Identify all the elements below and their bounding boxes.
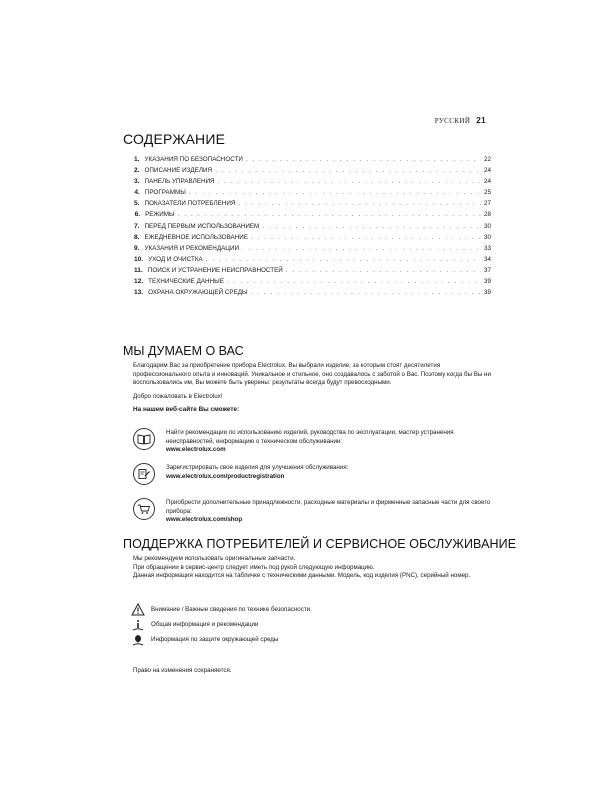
toc-item-label: УКАЗАНИЯ ПО БЕЗОПАСНОСТИ [144,156,243,163]
toc-leader-dots [238,198,481,209]
toc-item-number: 13. [134,289,144,297]
toc-item-page: 30 [483,222,491,230]
toc-item-number: 11. [134,266,143,274]
toc-leader-dots [218,176,481,187]
toc-item-number: 4. [134,189,140,197]
web-item-shop-text: Приобрести дополнительные принадлежности, расходные материалы и фирменные запасные части для своего прибора: [166,499,491,515]
legend-warning-text: Внимание / Важные сведения по технике безопасности. [151,606,312,613]
info-icon [131,618,145,632]
toc-item-page: 34 [483,255,491,263]
toc-item-label: РЕЖИМЫ [145,211,175,219]
toc-item-number: 9. [134,244,140,252]
toc-item-number: 8. [134,233,140,241]
toc-item[interactable] [134,176,491,187]
support-title: ПОДДЕРЖКА ПОТРЕБИТЕЛЕЙ И СЕРВИСНОЕ ОБСЛУЖИВАНИЕ [123,537,517,551]
toc-item[interactable] [134,154,491,165]
toc-leader-dots [215,165,481,176]
toc-item-number: 10. [134,255,144,263]
toc-leader-dots [286,265,481,276]
web-heading: На нашем веб-сайте Вы сможете: [133,406,240,414]
support-section [133,555,493,581]
welcome-text: Добро пожаловать в Electrolux! [133,392,223,400]
toc-item-page: 39 [483,289,491,297]
toc-item-page: 22 [483,156,491,163]
toc-item-label: ОХРАНА ОКРУЖАЮЩЕЙ СРЕДЫ [148,289,248,297]
environment-icon [131,633,145,647]
toc-item[interactable] [134,265,491,276]
support-line-1: Мы рекомендуем использовать оригинальные запчасти. [133,555,296,562]
support-line-2: При обращении в сервис-центр следует иметь под рукой следующую информацию. [133,563,375,571]
toc-item[interactable] [134,165,491,176]
toc-item-label: ПОИСК И УСТРАНЕНИЕ НЕИСПРАВНОСТЕЙ [147,266,283,274]
toc-item[interactable] [134,209,491,220]
toc-item-label: ПОКАЗАТЕЛИ ПОТРЕБЛЕНИЯ [144,200,236,208]
toc-item-page: 37 [483,266,491,274]
toc-leader-dots [242,243,481,254]
toc-leader-dots [251,232,481,243]
toc-item[interactable] [134,221,491,232]
toc-leader-dots [246,154,481,165]
support-link[interactable]: www.electrolux.com [166,446,226,454]
toc-item[interactable] [134,276,491,287]
toc-item-label: ПЕРЕД ПЕРВЫМ ИСПОЛЬЗОВАНИЕМ [144,222,260,230]
about-section [133,362,493,415]
toc-item-page: 33 [483,244,491,252]
register-icon [133,463,155,485]
footer-note: Право на изменения сохраняется. [133,667,232,674]
running-head [435,116,486,125]
toc-item[interactable] [134,232,491,243]
toc-item[interactable] [134,243,491,254]
warning-triangle-icon [131,603,145,617]
web-item-registration-text: Зарегистрировать свое изделия для улучшения обслуживания: [166,464,349,471]
toc-item-page: 30 [483,233,491,241]
toc-item-number: 5. [134,200,140,208]
registration-link[interactable]: www.electrolux.com/productregistration [166,472,285,480]
toc-leader-dots [206,254,481,265]
toc-leader-dots [262,221,481,232]
shopping-cart-icon [133,498,155,520]
toc-item-label: УХОД И ОЧИСТКА [148,255,203,263]
toc-item-label: ПАНЕЛЬ УПРАВЛЕНИЯ [144,178,215,186]
toc-item-label: ЕЖЕДНЕВНОЕ ИСПОЛЬЗОВАНИЕ [144,233,249,241]
toc-item-number: 12. [134,278,144,286]
table-of-contents [134,154,491,298]
shop-link[interactable]: www.electrolux.com/shop [166,516,243,524]
toc-title: СОДЕРЖАНИЕ [123,131,226,147]
toc-item[interactable] [134,287,491,298]
page-number: 21 [476,116,486,125]
toc-item-page: 28 [483,211,491,219]
language-label: РУССКИЙ [434,117,471,125]
toc-leader-dots [189,187,481,198]
web-item-support-text: Найти рекомендации по использованию изделий, руководства по эксплуатации, мастер устранения неисправностей, информацию о техническом обслуживании: [166,429,454,445]
support-line-3: Данная информация находится на табличке с техническими данными. Модель, код изделия (PNC), серийный номер. [133,572,471,580]
toc-item-page: 25 [483,189,491,197]
toc-item-page: 24 [483,167,491,175]
toc-leader-dots [251,287,481,298]
about-title: МЫ ДУМАЕМ О ВАС [123,344,244,358]
legend-row-info [131,617,491,632]
toc-item-number: 6. [134,211,141,219]
toc-item-number: 3. [134,178,140,186]
toc-item-label: УКАЗАНИЯ И РЕКОМЕНДАЦИИ [144,244,240,252]
toc-item[interactable] [134,198,491,209]
toc-item-label: ОПИСАНИЕ ИЗДЕЛИЯ [144,167,213,175]
toc-item-label: ПРОГРАММЫ [144,189,186,197]
toc-item-page: 39 [483,278,491,286]
legend-row-environment [131,632,491,647]
toc-item-page: 27 [483,200,491,208]
toc-item[interactable] [134,254,491,265]
legend-environment-text: Информация по защите окружающей среды [151,636,279,643]
legend-info-text: Общая информация и рекомендации [151,621,259,628]
toc-item[interactable] [134,187,491,198]
symbol-legend [131,602,491,647]
toc-leader-dots [178,209,481,220]
toc-leader-dots [227,276,481,287]
toc-item-label: ТЕХНИЧЕСКИЕ ДАННЫЕ [148,278,224,286]
book-icon [133,428,155,450]
toc-item-number: 1. [134,156,140,163]
toc-item-number: 7. [134,222,140,230]
legend-row-warning [131,602,491,617]
about-intro: Благодарим Вас за приобретение прибора Electrolux. Вы выбрали изделие, за которым стоят десятилетия профессионального опыта и инноваций. Уникальное и стильное, оно создавалось с заботой о Вас. Поэтому когда бы Вы ни воспользовались им, Вы можете быть уверены: результаты всегда будут превосходными. [133,362,491,387]
toc-item-page: 24 [483,178,491,186]
toc-item-number: 2. [134,167,140,175]
